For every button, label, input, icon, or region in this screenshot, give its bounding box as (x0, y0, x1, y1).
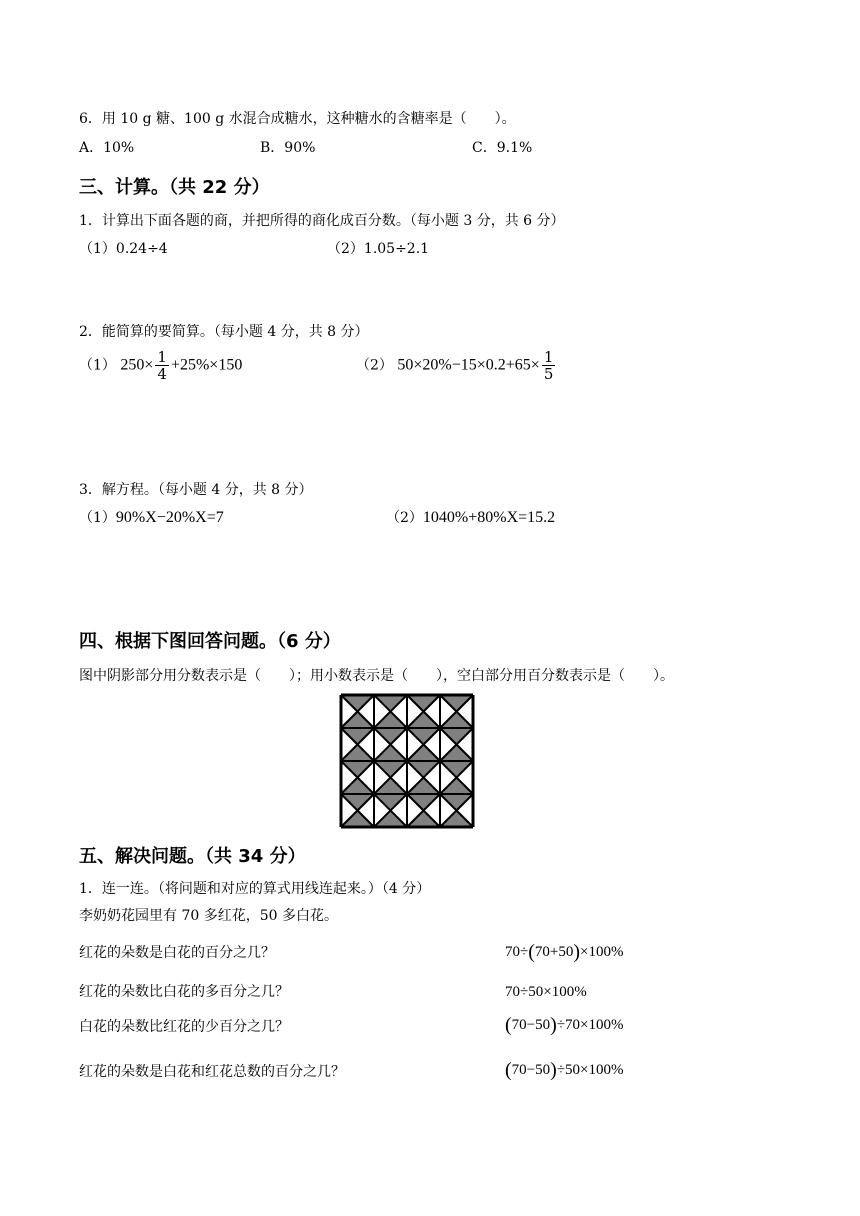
shaded-triangle (374, 712, 407, 729)
s3-q3-b (386, 509, 555, 527)
paren-close: ) (550, 1014, 557, 1036)
s3-q2-b-label: （2） (356, 357, 393, 374)
shaded-triangle (440, 811, 473, 828)
s3-q2-stem: 2．能简算的要简算。（每小题 4 分，共 8 分） (79, 324, 369, 340)
s3-q2-a-label: （1） (79, 357, 116, 374)
shaded-grid-figure (339, 693, 475, 829)
shaded-triangle (341, 794, 374, 811)
q6-option-c: C．9.1% (472, 140, 533, 156)
shaded-triangle (341, 712, 374, 729)
shaded-triangle (407, 728, 440, 745)
paren-open: ( (505, 1014, 512, 1036)
paren-open: ( (528, 941, 535, 963)
shaded-triangle (341, 745, 374, 762)
s5-question-4: 红花的朵数是白花和红花总数的百分之几？ (79, 1064, 345, 1080)
s3-q2-a (79, 349, 242, 382)
shaded-triangle (440, 761, 473, 778)
section5-heading: 五、解决问题。（共 34 分） (79, 846, 306, 867)
shaded-triangle (407, 712, 440, 729)
s3-q1-a: （1）0.24÷4 (79, 241, 168, 257)
s3-q2-b (356, 349, 557, 382)
shaded-triangle (374, 778, 407, 795)
s3-q2-b-pre: 50×20%−15×0.2+65× (397, 356, 540, 374)
section3-heading: 三、计算。（共 22 分） (79, 177, 270, 198)
shaded-triangle (374, 761, 407, 778)
shaded-triangle (407, 745, 440, 762)
s3-q3-a (79, 509, 224, 527)
shaded-triangle (440, 745, 473, 762)
s3-q3-b-label: （2） (386, 510, 423, 526)
shaded-triangle (440, 728, 473, 745)
s4-question: 图中阴影部分用分数表示是（ ）；用小数表示是（ ），空白部分用百分数表示是（ ）。 (79, 668, 674, 684)
shaded-triangle (341, 761, 374, 778)
q6-stem: 6．用 10 g 糖、100 g 水混合成糖水，这种糖水的含糖率是（ ）。 (79, 111, 516, 127)
shaded-triangle (440, 695, 473, 712)
s3-q2-b-fraction (542, 349, 556, 382)
expr4-part-c: ÷50×100% (556, 1062, 624, 1078)
expr1-part-c: ×100% (580, 944, 624, 960)
paren-open: ( (505, 1059, 512, 1081)
s3-q3-stem: 3．解方程。（每小题 4 分，共 8 分） (79, 482, 313, 498)
shaded-triangle (440, 794, 473, 811)
s3-q1-stem: 1．计算出下面各题的商，并把所得的商化成百分数。（每小题 3 分，共 6 分） (79, 213, 565, 229)
s5-question-3: 白花的朵数比红花的少百分之几？ (79, 1019, 289, 1035)
shaded-triangle (440, 778, 473, 795)
shaded-triangle (374, 794, 407, 811)
shaded-triangle (341, 778, 374, 795)
shaded-triangle (407, 761, 440, 778)
s5-expression-3 (505, 1016, 624, 1034)
fraction-numerator: 1 (543, 348, 554, 366)
s3-q1-b: （2）1.05÷2.1 (327, 241, 430, 257)
shaded-triangle (407, 778, 440, 795)
expr3-part-b: 70−50 (511, 1017, 551, 1033)
s5-expression-4 (505, 1061, 624, 1079)
shaded-triangle (341, 695, 374, 712)
s5-context: 李奶奶花园里有 70 多红花，50 多白花。 (79, 908, 338, 924)
s3-q3-a-label: （1） (79, 510, 116, 526)
shaded-triangle (374, 728, 407, 745)
shaded-triangle (440, 712, 473, 729)
shaded-triangle (374, 695, 407, 712)
shaded-triangle (407, 695, 440, 712)
s5-expression-1 (505, 943, 624, 961)
shaded-triangle (407, 794, 440, 811)
section4-heading: 四、根据下图回答问题。（6 分） (79, 631, 341, 652)
s3-q2-a-pre: 250× (120, 356, 154, 374)
q6-option-b: B．90% (260, 140, 316, 156)
s5-question-2: 红花的朵数比白花的多百分之几？ (79, 984, 289, 1000)
paren-close: ) (573, 941, 581, 963)
shaded-triangle (341, 728, 374, 745)
expr1-part-a: 70÷ (505, 944, 529, 960)
fraction-denominator: 5 (543, 365, 554, 383)
shaded-triangle (374, 811, 407, 828)
s3-q2-a-fraction (155, 349, 169, 382)
s5-question-1: 红花的朵数是白花的百分之几？ (79, 945, 275, 961)
shaded-triangle (341, 811, 374, 828)
expr3-part-c: ÷70×100% (556, 1017, 624, 1033)
s3-q3-b-eq: 1040%+80%X=15.2 (422, 509, 556, 526)
shaded-triangle (374, 745, 407, 762)
s5-expression-2: 70÷50×100% (505, 984, 587, 1000)
q6-option-a: A．10% (79, 140, 135, 156)
fraction-numerator: 1 (157, 348, 167, 366)
expr1-part-b: 70+50 (534, 944, 574, 960)
s5-q1-stem: 1．连一连。（将问题和对应的算式用线连起来。）（4 分） (79, 881, 431, 897)
paren-close: ) (550, 1059, 557, 1081)
fraction-denominator: 4 (157, 365, 167, 383)
shaded-triangle (407, 811, 440, 828)
expr4-part-b: 70−50 (511, 1062, 551, 1078)
s3-q2-a-post: +25%×150 (170, 356, 243, 374)
s3-q3-a-eq: 90%X−20%X=7 (115, 509, 224, 526)
